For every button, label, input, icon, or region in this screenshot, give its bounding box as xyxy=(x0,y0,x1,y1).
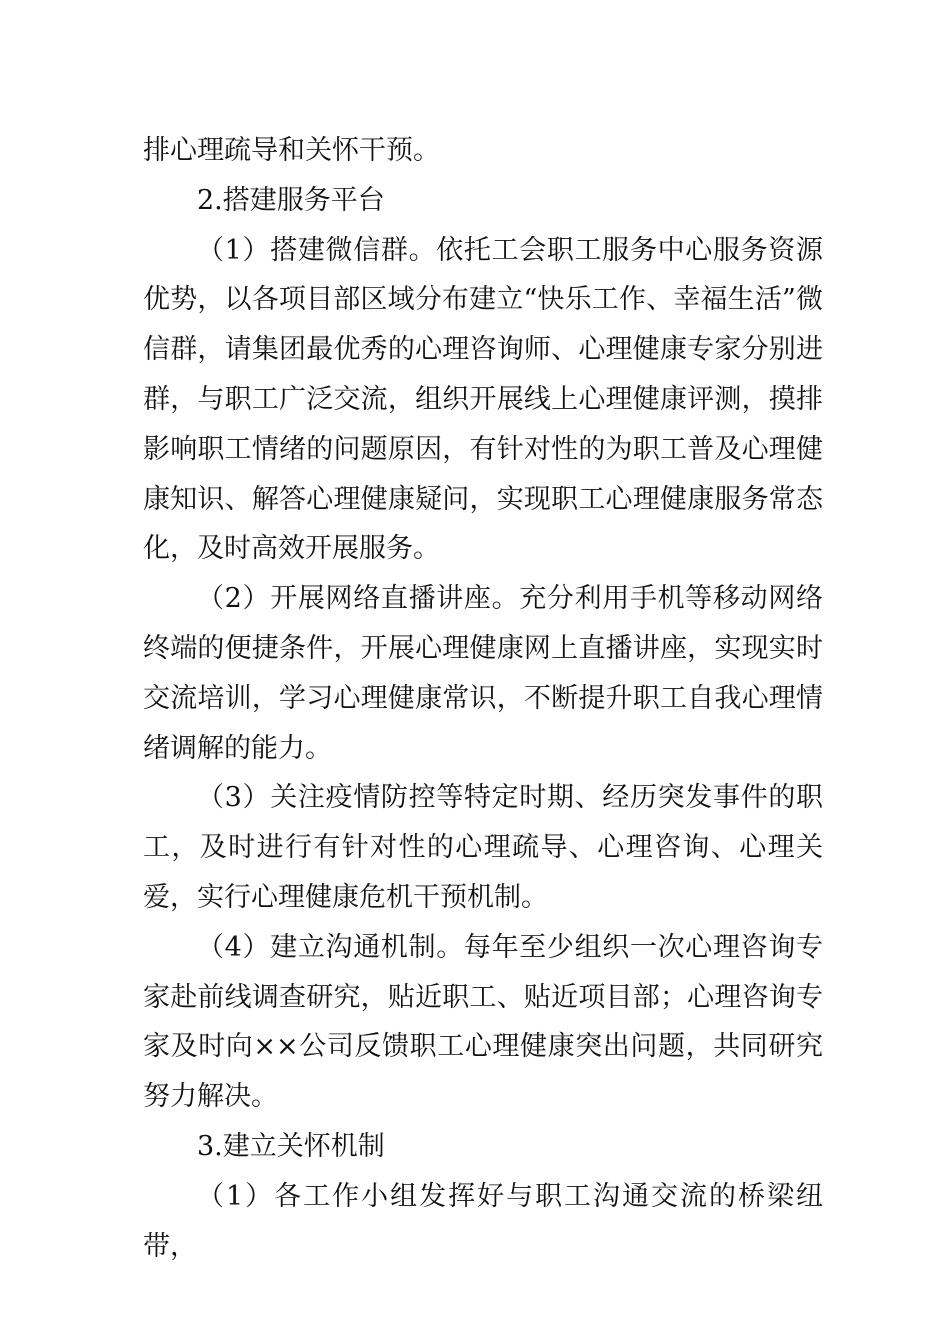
paragraph-2-2: （2）开展网络直播讲座。充分利用手机等移动网络终端的便捷条件，开展心理健康网上直播讲座，实现实时交流培训，学习心理健康常识，不断提升职工自我心理情绪调解的能力。 xyxy=(143,583,823,764)
paragraph-2-3: （3）关注疫情防控等特定时期、经历突发事件的职工，及时进行有针对性的心理疏导、心理咨询、心理关爱，实行心理健康危机干预机制。 xyxy=(143,782,823,913)
paragraph-2-4: （4）建立沟通机制。每年至少组织一次心理咨询专家赴前线调查研究，贴近职工、贴近项目部；心理咨询专家及时向××公司反馈职工心理健康突出问题，共同研究努力解决。 xyxy=(143,931,823,1113)
paragraph-2-1: （1）搭建微信群。依托工会职工服务中心服务资源优势，以各项目部区域分布建立“快乐工作、幸福生活”微信群，请集团最优秀的心理咨询师、心理健康专家分别进群，与职工广泛交流，组织开展线上心理健康评测，摸排影响职工情绪的问题原因，有针对性的为职工普及心理健康知识、解答心理健康疑问，实现职工心理健康服务常态化，及时高效开展服务。 xyxy=(143,234,823,565)
paragraph-continuation: 排心理疏导和关怀干预。 xyxy=(143,135,440,166)
section-heading-3: 3.建立关怀机制 xyxy=(197,1130,385,1162)
section-heading-2: 2.搭建服务平台 xyxy=(197,184,385,216)
paragraph-3-1: （1）各工作小组发挥好与职工沟通交流的桥梁纽带， xyxy=(143,1180,823,1262)
document-body xyxy=(143,126,823,1271)
